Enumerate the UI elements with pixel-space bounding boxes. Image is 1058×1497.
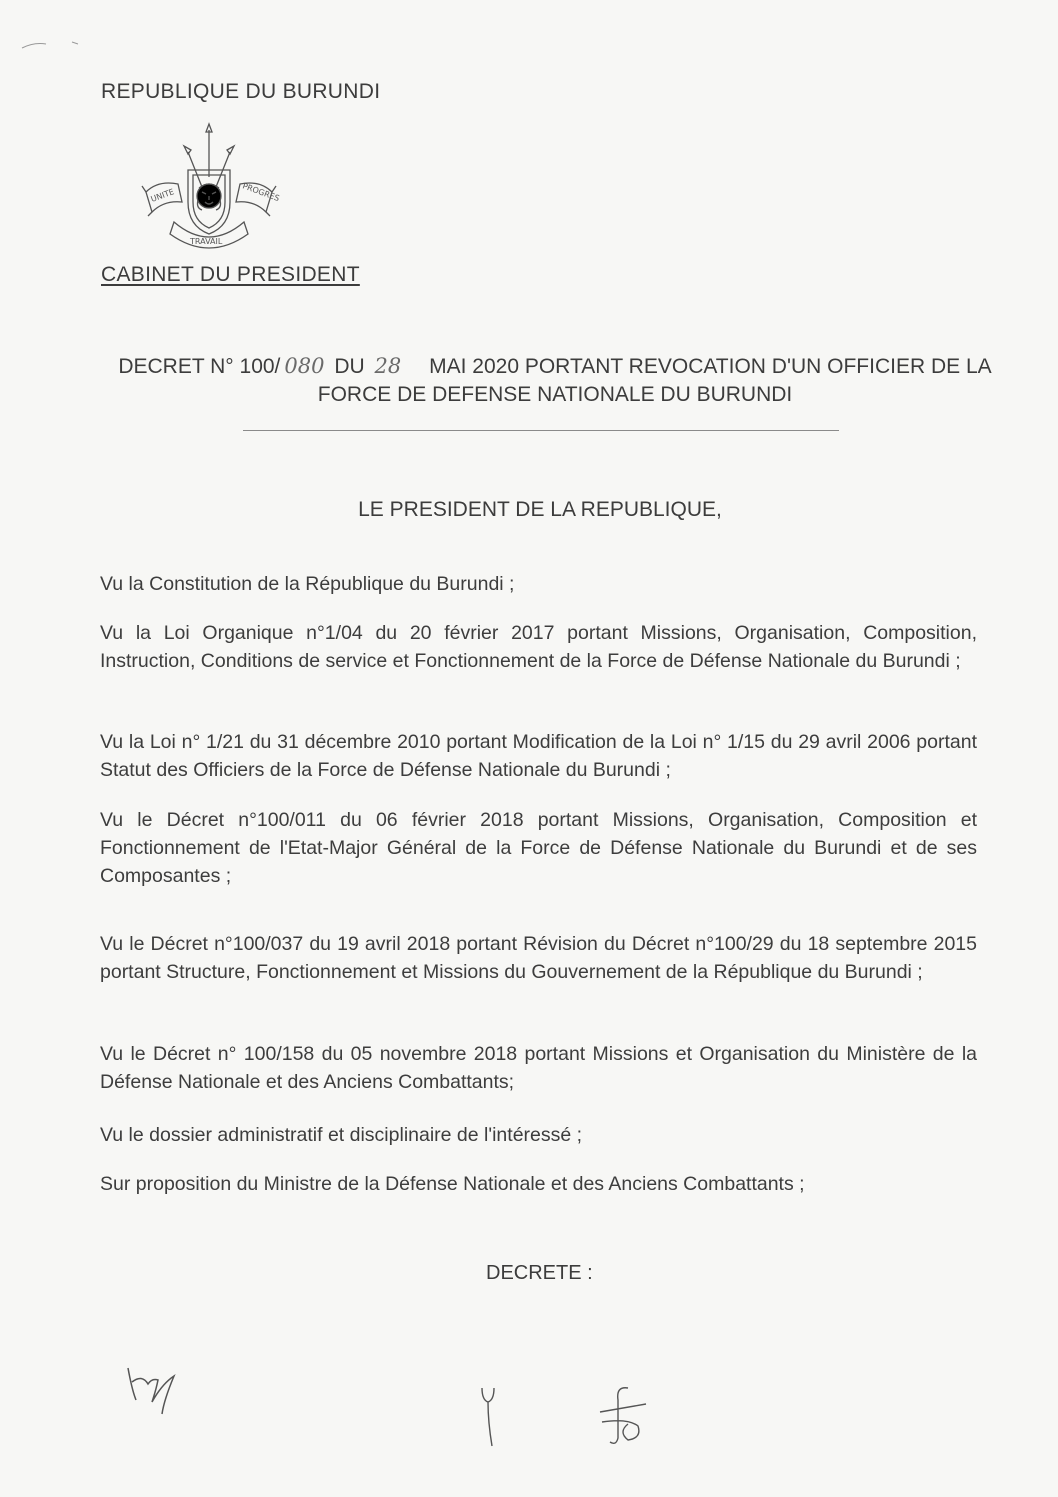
decree-day-handwritten: 28	[374, 354, 402, 378]
cabinet-heading: CABINET DU PRESIDENT	[101, 263, 360, 286]
burundi-coat-of-arms-icon	[138, 122, 280, 254]
svg-text:PROGRES: PROGRES	[241, 181, 280, 204]
consideration-decret-ministere: Vu le Décret n° 100/158 du 05 novembre 2018 portant Missions et Organisation du Ministère de la Défense Nationale et des Anciens Combattants;	[100, 1043, 977, 1093]
consideration-loi-statut: Vu la Loi n° 1/21 du 31 décembre 2010 portant Modification de la Loi n° 1/15 du 29 avril 2006 portant Statut des Officiers de la Force de Défense Nationale du Burundi ;	[100, 731, 977, 781]
decree-title	[60, 352, 1050, 409]
consideration-decret-gouvernement: Vu le Décret n°100/037 du 19 avril 2018 portant Révision du Décret n°100/29 du 18 septembre 2015 portant Structure, Fonctionnement et Missions du Gouvernement de la République du Burundi ;	[100, 933, 977, 983]
svg-text:UNITE: UNITE	[149, 187, 176, 204]
consideration-constitution: Vu la Constitution de la République du Burundi ;	[100, 573, 515, 595]
scan-mark-top-left	[20, 38, 100, 55]
decree-number-handwritten: 080	[284, 354, 325, 378]
initials-middle-signature	[474, 1382, 504, 1452]
decree-title-line2: FORCE DE DEFENSE NATIONALE DU BURUNDI	[317, 383, 793, 406]
title-divider	[243, 430, 839, 432]
decrete-heading: DECRETE :	[486, 1262, 593, 1284]
initials-left-signature	[118, 1360, 188, 1420]
decree-title-line1	[60, 352, 1050, 381]
consideration-dossier: Vu le dossier administratif et disciplinaire de l'intéressé ;	[100, 1124, 583, 1146]
consideration-proposition: Sur proposition du Ministre de la Défense Nationale et des Anciens Combattants ;	[100, 1173, 805, 1195]
decree-title-subject: MAI 2020 PORTANT REVOCATION D'UN OFFICIER DE LA	[429, 355, 992, 378]
initials-right-signature	[588, 1382, 658, 1452]
decree-title-prefix: DECRET N° 100/	[118, 355, 281, 378]
svg-text:TRAVAIL: TRAVAIL	[190, 237, 223, 246]
president-heading: LE PRESIDENT DE LA REPUBLIQUE,	[358, 498, 722, 521]
decree-title-du: DU	[334, 355, 365, 378]
consideration-decret-etat-major: Vu le Décret n°100/011 du 06 février 2018 portant Missions, Organisation, Composition et Fonctionnement de l'Etat-Major Général de la Force de Défense Nationale du Burundi et de ses Composantes ;	[100, 809, 977, 887]
republic-heading: REPUBLIQUE DU BURUNDI	[101, 80, 381, 103]
consideration-loi-organique: Vu la Loi Organique n°1/04 du 20 février 2017 portant Missions, Organisation, Composition, Instruction, Conditions de service et Fonctionnement de la Force de Défense Nationale du Burundi ;	[100, 622, 977, 672]
